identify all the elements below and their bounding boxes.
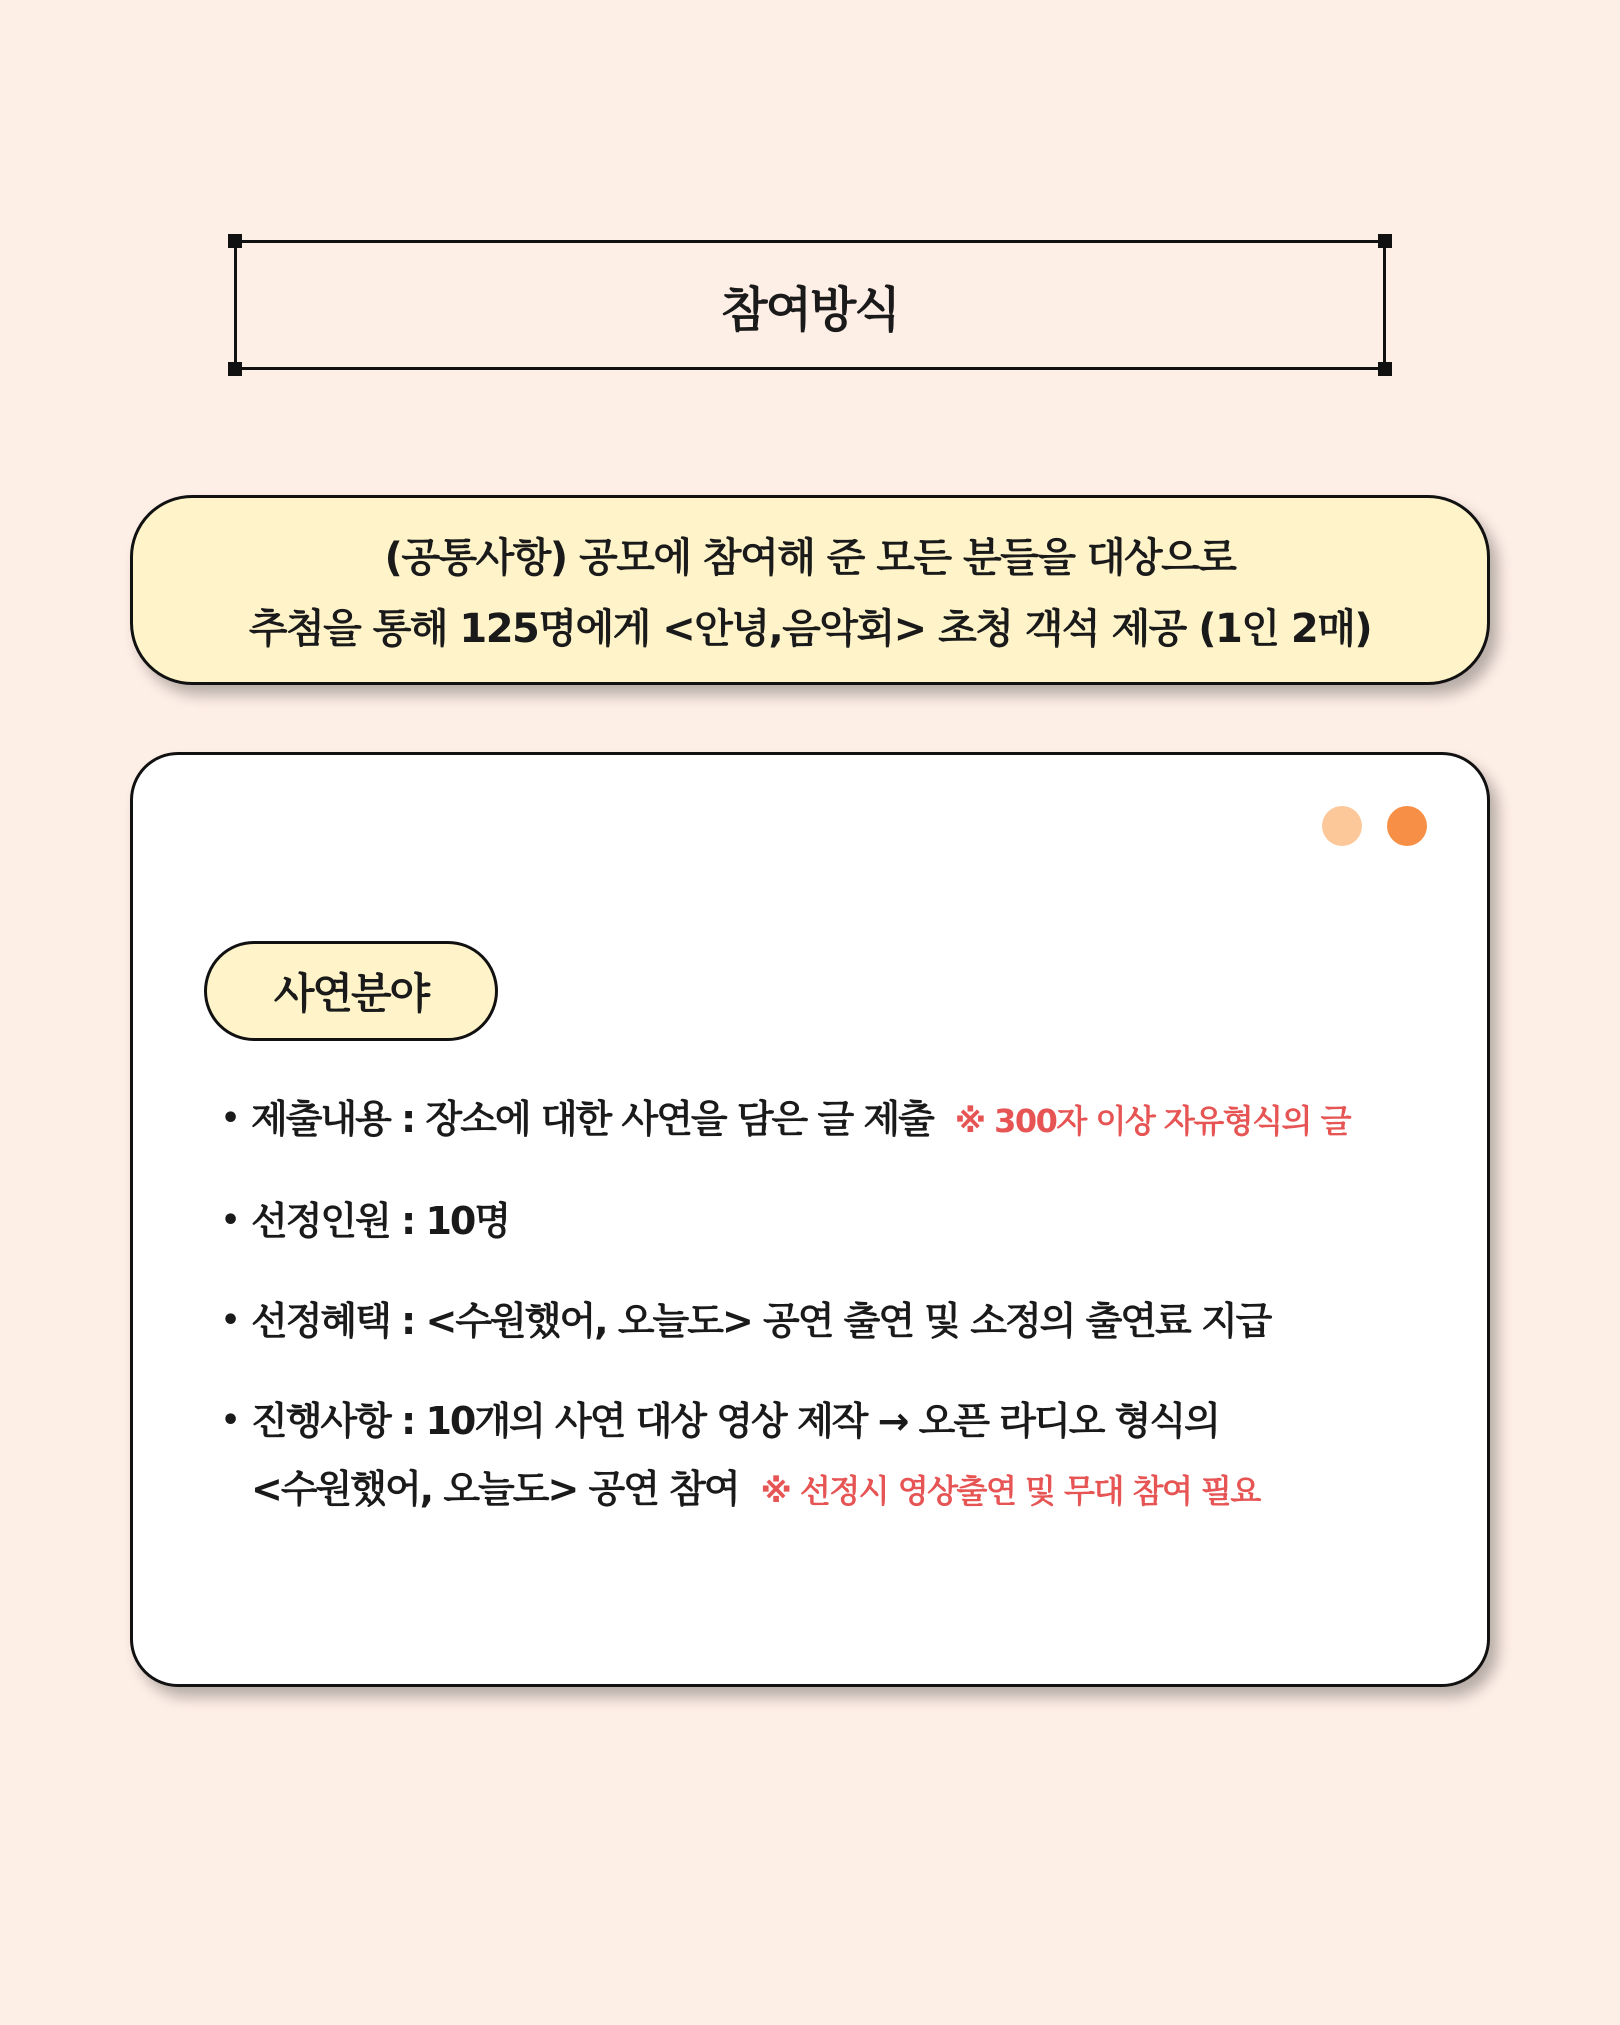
detail-list [221, 1085, 1461, 1557]
notice-line-1: (공통사항) 공모에 참여해 준 모든 분들을 대상으로 [384, 535, 1236, 581]
common-notice-banner [130, 495, 1490, 685]
info-card [130, 752, 1490, 1687]
page-title: 참여방식 [721, 281, 899, 338]
list-item-progress [221, 1387, 1461, 1525]
notice-line-2: 추첨을 통해 125명에게 <안녕,음악회> 초청 객석 제공 (1인 2매) [248, 606, 1372, 652]
item-label: 선정인원 : 10명 [251, 1199, 510, 1243]
category-label: 사연분야 [273, 969, 429, 1018]
list-item-selection-count [221, 1187, 1461, 1255]
item-note: ※ 300자 이상 자유형식의 글 [954, 1102, 1351, 1140]
item-label: 선정혜택 : <수원했어, 오늘도> 공연 출연 및 소정의 출연료 지급 [251, 1299, 1271, 1343]
item-label-continued: <수원했어, 오늘도> 공연 참여 [251, 1467, 739, 1511]
item-note: ※ 선정시 영상출연 및 무대 참여 필요 [760, 1472, 1260, 1510]
decorative-dot-dark [1387, 806, 1427, 846]
category-badge [204, 941, 498, 1041]
decorative-dot-light [1322, 806, 1362, 846]
title-frame [234, 240, 1386, 370]
item-label: • 진행사항 : 10개의 사연 대상 영상 제작 → 오픈 라디오 형식의 [251, 1399, 1219, 1443]
frame-corner [228, 362, 242, 376]
list-item-submission [221, 1085, 1461, 1155]
frame-corner [1378, 234, 1392, 248]
frame-corner [228, 234, 242, 248]
item-label: 제출내용 : 장소에 대한 사연을 담은 글 제출 [251, 1097, 933, 1141]
list-item-benefit [221, 1287, 1461, 1355]
frame-corner [1378, 362, 1392, 376]
